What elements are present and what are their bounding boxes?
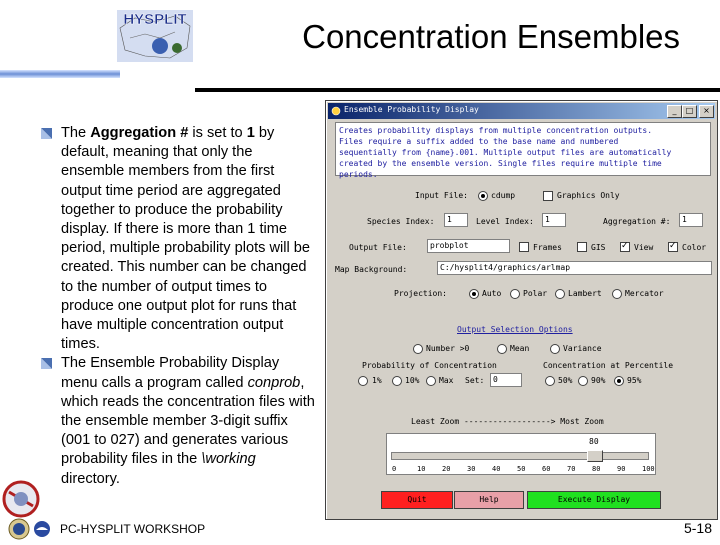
number-gt0-label: Number >0: [426, 344, 470, 353]
zoom-tick-label: 60: [542, 465, 551, 473]
aggregation-label: Aggregation #:: [603, 217, 671, 226]
prob-set-field[interactable]: 0: [490, 373, 522, 387]
zoom-tick-label: 80: [592, 465, 601, 473]
gis-checkbox[interactable]: [577, 242, 587, 252]
app-icon: [331, 106, 341, 116]
pct-50-label: 50%: [558, 376, 573, 385]
zoom-tick-label: 10: [417, 465, 426, 473]
color-label: Color: [682, 243, 707, 252]
projection-auto-label: Auto: [482, 289, 502, 298]
bullet-marker-icon: [41, 358, 52, 369]
zoom-tick-label: 0: [392, 465, 397, 473]
description-line: created by the ensemble version. Single files require multiple time: [339, 159, 662, 168]
bullet-list: [40, 124, 315, 489]
level-index-field[interactable]: 1: [542, 213, 566, 227]
bullet-text: The Aggregation # is set to 1 by default, meaning that only the ensemble members from the first output time period are aggregated together to produce the probability display. If there is more than 1 time period, multiple probability plots will be created. This number can be changed to the number of output times to produce one output plot for runs that have multiple concentration output times.: [61, 125, 311, 353]
prob-1pct-label: 1%: [372, 376, 382, 385]
quit-button[interactable]: Quit: [381, 491, 453, 509]
pct-95-label: 95%: [627, 376, 642, 385]
description-line: Creates probability displays from multiple concentration outputs.: [339, 126, 653, 135]
species-index-label: Species Index:: [367, 217, 435, 226]
projection-mercator-radio[interactable]: [612, 289, 622, 299]
help-button[interactable]: Help: [454, 491, 524, 509]
footer-text: PC-HYSPLIT WORKSHOP: [60, 522, 206, 536]
projection-mercator-label: Mercator: [625, 289, 664, 298]
zoom-tick-label: 90: [617, 465, 626, 473]
projection-label: Projection:: [394, 289, 447, 298]
prob-10pct-label: 10%: [405, 376, 420, 385]
description-line: Files require a suffix added to the base name and numbered: [339, 137, 619, 146]
zoom-tick-label: 70: [567, 465, 576, 473]
description-line: sequentially from {name}.001. Multiple output files are automatically: [339, 148, 672, 157]
gis-label: GIS: [591, 243, 606, 252]
prob-set-label: Set:: [465, 376, 485, 385]
description-box: [335, 122, 711, 179]
input-file-label: Input File:: [415, 191, 468, 200]
projection-lambert-label: Lambert: [568, 289, 602, 298]
projection-polar-radio[interactable]: [510, 289, 520, 299]
zoom-tick-label: 100: [642, 465, 655, 473]
projection-polar-label: Polar: [523, 289, 548, 298]
title-rule-blue: [0, 70, 120, 78]
logo-text: HYSPLIT: [123, 11, 187, 28]
close-button[interactable]: ×: [699, 105, 714, 118]
map-background-field[interactable]: C:/hysplit4/graphics/arlmap: [437, 261, 712, 275]
bullet-marker-icon: [41, 128, 52, 139]
variance-label: Variance: [563, 344, 602, 353]
level-index-label: Level Index:: [476, 217, 534, 226]
probability-of-concentration-label: Probability of Concentration: [362, 361, 497, 370]
zoom-tick-label: 40: [492, 465, 501, 473]
zoom-value: 80: [589, 437, 599, 446]
noaa-seal-icon: [33, 520, 51, 538]
pct-90-label: 90%: [591, 376, 606, 385]
pct-90-radio[interactable]: [578, 376, 588, 386]
bullet-item: [40, 354, 315, 488]
projection-lambert-radio[interactable]: [555, 289, 565, 299]
pct-95-radio[interactable]: [614, 376, 624, 386]
output-file-field[interactable]: probplot: [427, 239, 510, 253]
number-gt0-radio[interactable]: [413, 344, 423, 354]
pct-50-radio[interactable]: [545, 376, 555, 386]
prob-max-radio[interactable]: [426, 376, 436, 386]
input-file-cdump-radio[interactable]: [478, 191, 488, 201]
output-selection-label: Output Selection Options: [457, 325, 573, 334]
view-checkbox[interactable]: [620, 242, 630, 252]
bullet-item: [40, 124, 315, 354]
minimize-button[interactable]: _: [667, 105, 682, 118]
hysplit-logo: [115, 8, 195, 64]
no-entry-icon: [2, 480, 40, 518]
dialog-title: Ensemble Probability Display: [344, 105, 479, 114]
map-background-label: Map Background:: [335, 265, 408, 274]
color-checkbox[interactable]: [668, 242, 678, 252]
zoom-tick-label: 20: [442, 465, 451, 473]
title-rule: [195, 88, 720, 92]
graphics-only-label: Graphics Only: [557, 191, 620, 200]
projection-auto-radio[interactable]: [469, 289, 479, 299]
page-number: 5-18: [683, 520, 712, 536]
frames-label: Frames: [533, 243, 562, 252]
prob-10pct-radio[interactable]: [392, 376, 402, 386]
concentration-at-percentile-label: Concentration at Percentile: [543, 361, 674, 370]
view-label: View: [634, 243, 654, 252]
slide-title: Concentration Ensembles: [302, 18, 680, 55]
mean-label: Mean: [510, 344, 530, 353]
zoom-tick-label: 50: [517, 465, 526, 473]
species-index-field[interactable]: 1: [444, 213, 468, 227]
zoom-label: Least Zoom ------------------> Most Zoom: [411, 417, 604, 426]
input-file-cdump-label: cdump: [491, 191, 516, 200]
graphics-only-checkbox[interactable]: [543, 191, 553, 201]
variance-radio[interactable]: [550, 344, 560, 354]
ensemble-probability-dialog: [325, 100, 718, 520]
zoom-slider-box: [386, 433, 656, 475]
maximize-button[interactable]: □: [682, 105, 697, 118]
description-line: periods.: [339, 170, 378, 179]
execute-display-button[interactable]: Execute Display: [527, 491, 661, 509]
output-file-label: Output File:: [349, 243, 407, 252]
zoom-slider-thumb[interactable]: [587, 450, 603, 462]
bullet-text: The Ensemble Probability Display menu calls a program called conprob, which reads the concentration files with the ensemble member 3-digit suffix (001 to 027) and generates various probability files in the \working directory.: [61, 355, 315, 487]
prob-max-label: Max: [439, 376, 454, 385]
mean-radio[interactable]: [497, 344, 507, 354]
doc-seal-icon: [8, 518, 30, 540]
dialog-titlebar[interactable]: [328, 103, 715, 119]
zoom-track[interactable]: [391, 452, 649, 460]
zoom-tick-label: 30: [467, 465, 476, 473]
prob-1pct-radio[interactable]: [358, 376, 368, 386]
aggregation-field[interactable]: 1: [679, 213, 703, 227]
frames-checkbox[interactable]: [519, 242, 529, 252]
